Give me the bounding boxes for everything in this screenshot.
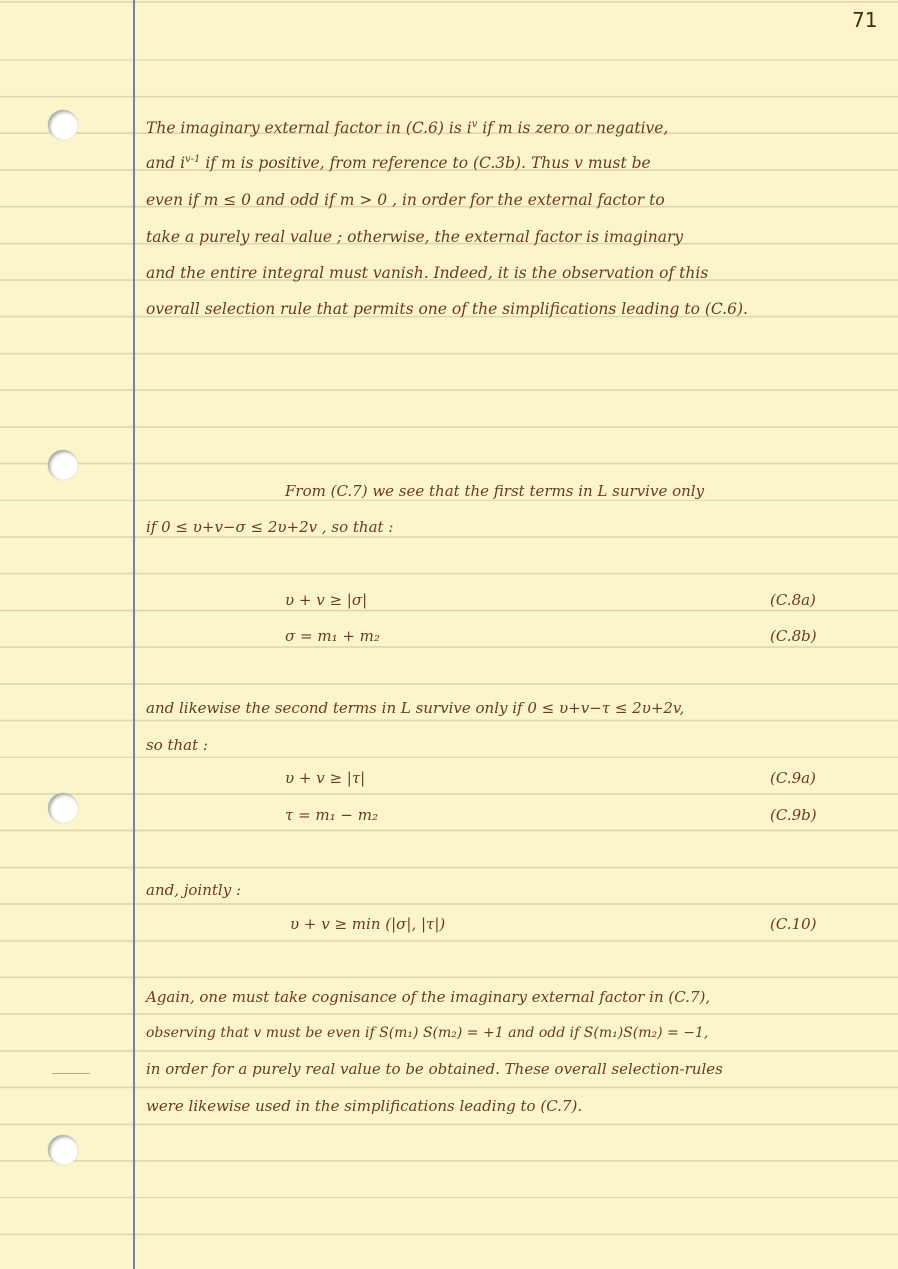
equation-c10: υ + v ≥ min (|σ|, |τ|) [290, 915, 446, 933]
equation-label-c10: (C.10) [770, 915, 817, 933]
equation-c8b: σ = m₁ + m₂ [285, 627, 380, 645]
page-number: 71 [852, 8, 878, 32]
punch-hole-4 [48, 1135, 78, 1165]
equation-label-c9b: (C.9b) [770, 806, 817, 824]
punch-hole-1 [48, 110, 78, 140]
equation-label-c8b: (C.8b) [770, 627, 817, 645]
para1-line1: The imaginary external factor in (C.6) is $i^v$ if m is zero or negative, [146, 118, 669, 137]
para3-line1: and likewise the second terms in L survive only if 0 ≤ υ+v−τ ≤ 2υ+2v, [146, 699, 685, 717]
para2-line2: if 0 ≤ υ+v−σ ≤ 2υ+2v , so that : [146, 518, 394, 536]
para5-line2: observing that v must be even if S(m₁) S(m₂) = +1 and odd if S(m₁)S(m₂) = −1, [146, 1025, 709, 1041]
equation-label-c8a: (C.8a) [770, 591, 816, 609]
margin-line [133, 0, 135, 1269]
para5-line4: were likewise used in the simplifications leading to (C.7). [146, 1097, 583, 1115]
stray-mark [52, 1073, 90, 1074]
equation-c9a: υ + v ≥ |τ| [285, 769, 366, 787]
equation-label-c9a: (C.9a) [770, 769, 816, 787]
para1-line4: take a purely real value ; otherwise, the external factor is imaginary [146, 228, 684, 246]
para1-line3: even if m ≤ 0 and odd if m > 0 , in order for the external factor to [146, 191, 665, 209]
para3-line2: so that : [146, 736, 208, 754]
punch-hole-3 [48, 793, 78, 823]
para1-line5: and the entire integral must vanish. Indeed, it is the observation of this [146, 264, 709, 282]
para5-line3: in order for a purely real value to be obtained. These overall selection-rules [146, 1060, 723, 1078]
para1-line6: overall selection rule that permits one of the simplifications leading to (C.6). [146, 300, 748, 318]
punch-hole-2 [48, 450, 78, 480]
para5-line1: Again, one must take cognisance of the imaginary external factor in (C.7), [146, 988, 711, 1006]
equation-c8a: υ + v ≥ |σ| [285, 591, 368, 609]
para1-line2: and $i^{v-1}$ if m is positive, from reference to (C.3b). Thus v must be [146, 153, 651, 172]
para2-line1: From (C.7) we see that the first terms in L survive only [285, 482, 705, 500]
para4-line1: and, jointly : [146, 881, 242, 899]
equation-c9b: τ = m₁ − m₂ [285, 806, 378, 824]
